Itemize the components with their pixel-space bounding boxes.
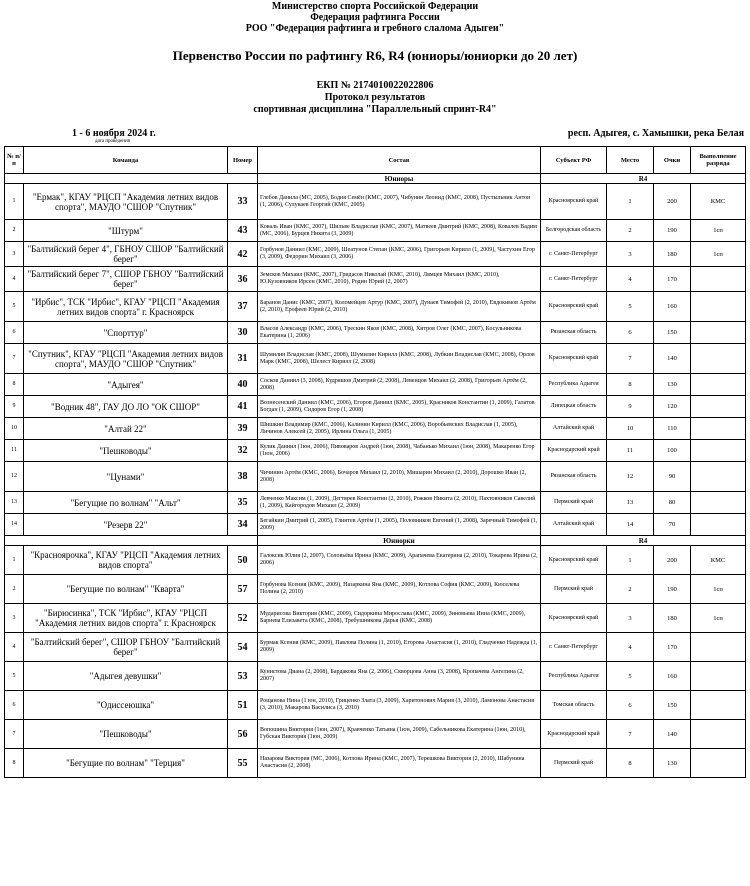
team-members: Шумилин Владислав (КМС, 2008), Шумилин Кирилл (КМС, 2008), Лубкин Владислав (КМС, 2008), Орлов Марк (КМС, 2008), Шелест Кирилл (2, 2008) xyxy=(258,344,541,374)
team-subject: г. Санкт-Петербург xyxy=(541,267,607,292)
team-rank: 1сп xyxy=(691,220,746,242)
team-subject: Алтайский край xyxy=(541,514,607,536)
team-number: 53 xyxy=(228,662,258,691)
row-no: 2 xyxy=(5,220,24,242)
team-number: 54 xyxy=(228,633,258,662)
team-place: 8 xyxy=(607,374,654,396)
team-points: 150 xyxy=(654,322,691,344)
team-name: "Бирюсинка", ТСК "Ирбис", КГАУ "РЦСП "Академия летних видов спорта" г. Красноярск xyxy=(24,604,228,633)
team-points: 90 xyxy=(654,462,691,492)
team-place: 3 xyxy=(607,242,654,267)
team-name: "Адыгея" xyxy=(24,374,228,396)
team-subject: Красноярский край xyxy=(541,184,607,220)
table-row xyxy=(5,292,746,322)
row-no: 2 xyxy=(5,575,24,604)
table-row xyxy=(5,662,746,691)
team-subject: Республика Адыгея xyxy=(541,374,607,396)
team-place: 2 xyxy=(607,220,654,242)
team-name: "Бегущие по волнам" "Альт" xyxy=(24,492,228,514)
team-rank xyxy=(691,462,746,492)
table-row xyxy=(5,418,746,440)
table-row xyxy=(5,396,746,418)
row-no: 1 xyxy=(5,184,24,220)
team-subject: Пермский край xyxy=(541,575,607,604)
table-header-row xyxy=(5,147,746,174)
table-row xyxy=(5,604,746,633)
table-row xyxy=(5,749,746,778)
team-name: "Спутник", КГАУ "РЦСП "Академия летних видов спорта", МАУДО "СШОР "Спутник" xyxy=(24,344,228,374)
team-name: "Адыгея девушки" xyxy=(24,662,228,691)
team-place: 4 xyxy=(607,267,654,292)
team-name: "Балтийский берег 4", ГБНОУ СШОР "Балтийский берег" xyxy=(24,242,228,267)
table-row xyxy=(5,514,746,536)
team-members: Баранов Данис (КМС, 2007), Коломейцев Артур (КМС, 2007), Дунаев Тимофей (2, 2010), Евдокимов Артём (2, 2010), Ерофеев Юрий (2, 2010) xyxy=(258,292,541,322)
team-name: "Спорттур" xyxy=(24,322,228,344)
row-no: 12 xyxy=(5,462,24,492)
ekp-number: ЕКП № 2174010022022806 xyxy=(316,80,434,91)
team-place: 5 xyxy=(607,662,654,691)
table-row xyxy=(5,633,746,662)
team-members: Вознесенский Даниил (КМС, 2006), Егоров Даниил (КМС, 2005), Красников Константин (1, 2009), Галатов Богдан (1, 2009), Сидоров Егор (1, 2008) xyxy=(258,396,541,418)
team-rank: 1сп xyxy=(691,604,746,633)
row-no: 4 xyxy=(5,267,24,292)
table-row xyxy=(5,691,746,720)
results-table xyxy=(4,146,746,778)
row-no: 5 xyxy=(5,292,24,322)
team-points: 100 xyxy=(654,440,691,462)
team-place: 6 xyxy=(607,691,654,720)
team-place: 14 xyxy=(607,514,654,536)
team-points: 200 xyxy=(654,184,691,220)
team-members: Горбунова Ксения (КМС, 2009), Назаркина Яна (КМС, 2009), Котлова София (КМС, 2009), Кюселева Полина (2, 2010) xyxy=(258,575,541,604)
team-name: "Ермак", КГАУ "РЦСП "Академия летних видов спорта", МАУДО "СШОР "Спутник" xyxy=(24,184,228,220)
table-row xyxy=(5,374,746,396)
team-place: 7 xyxy=(607,720,654,749)
col-subject: Субъект РФ xyxy=(541,147,607,174)
team-number: 38 xyxy=(228,462,258,492)
team-number: 39 xyxy=(228,418,258,440)
team-members: Мударисова Виктория (КМС, 2009), Сидоркина Мирослава (КМС, 2009), Зиновьева Инна (КМС, 2009), Барнева Елизавета (КМС, 2008), Требушникова Дарья (КМС, 2008) xyxy=(258,604,541,633)
team-number: 42 xyxy=(228,242,258,267)
row-no: 8 xyxy=(5,749,24,778)
team-subject: г. Санкт-Петербург xyxy=(541,633,607,662)
table-row xyxy=(5,267,746,292)
team-subject: Алтайский край xyxy=(541,418,607,440)
team-name: "Одиссеюшка" xyxy=(24,691,228,720)
team-subject: Пермский край xyxy=(541,492,607,514)
team-points: 70 xyxy=(654,514,691,536)
team-place: 1 xyxy=(607,184,654,220)
team-place: 3 xyxy=(607,604,654,633)
team-name: "Штурм" xyxy=(24,220,228,242)
team-members: Шишкин Владимир (КМС, 2006), Калинин Кирилл (КМС, 2006), Воробьевских Владислав (1, 2005), Личинов Алексей (2, 2005), Ирлина Ольга (1, 2005) xyxy=(258,418,541,440)
team-name: "Алтай 22" xyxy=(24,418,228,440)
team-rank xyxy=(691,267,746,292)
team-points: 170 xyxy=(654,267,691,292)
row-no: 3 xyxy=(5,242,24,267)
team-rank: КМС xyxy=(691,546,746,575)
header-regional-org: РОО "Федерация рафтинга и гребного слалома Адыгеи" xyxy=(245,23,505,34)
section-class: R4 xyxy=(541,174,746,184)
team-rank: 1сп xyxy=(691,242,746,267)
team-number: 52 xyxy=(228,604,258,633)
team-members: Власов Александр (КМС, 2006), Трескин Яков (КМС, 2008), Хитров Олег (КМС, 2007), Косульникова Екатерина (1, 2006) xyxy=(258,322,541,344)
row-no: 14 xyxy=(5,514,24,536)
row-no: 1 xyxy=(5,546,24,575)
team-number: 43 xyxy=(228,220,258,242)
team-name: "Цунами" xyxy=(24,462,228,492)
team-number: 36 xyxy=(228,267,258,292)
team-number: 50 xyxy=(228,546,258,575)
team-name: "Красноярочка", КГАУ "РЦСП "Академия летних видов спорта" xyxy=(24,546,228,575)
team-name: "Балтийский берег 7", СШОР ГБНОУ "Балтийский берег" xyxy=(24,267,228,292)
section-spacer xyxy=(5,174,258,184)
discipline-title: спортивная дисциплина "Параллельный спринт-R4" xyxy=(253,104,497,115)
row-no: 11 xyxy=(5,440,24,462)
row-no: 13 xyxy=(5,492,24,514)
team-rank xyxy=(691,720,746,749)
table-row xyxy=(5,492,746,514)
team-name: "Бегущие по волнам" "Терция" xyxy=(24,749,228,778)
table-row xyxy=(5,546,746,575)
team-subject: Красноярский край xyxy=(541,604,607,633)
team-points: 180 xyxy=(654,242,691,267)
team-points: 130 xyxy=(654,749,691,778)
team-members: Назарова Виктория (МС, 2006), Котлова Ирина (КМС, 2007), Терешкова Виктория (2, 2010), Шабунина Анастасия (2, 2008) xyxy=(258,749,541,778)
team-rank xyxy=(691,633,746,662)
team-name: "Водник 48", ГАУ ДО ЛО "ОК СШОР" xyxy=(24,396,228,418)
table-row xyxy=(5,462,746,492)
team-number: 37 xyxy=(228,292,258,322)
team-points: 150 xyxy=(654,691,691,720)
team-rank xyxy=(691,749,746,778)
team-subject: г. Санкт-Петербург xyxy=(541,242,607,267)
team-place: 2 xyxy=(607,575,654,604)
team-points: 140 xyxy=(654,344,691,374)
team-points: 80 xyxy=(654,492,691,514)
team-rank xyxy=(691,440,746,462)
row-no: 5 xyxy=(5,662,24,691)
team-points: 180 xyxy=(654,604,691,633)
row-no: 8 xyxy=(5,374,24,396)
team-members: Глебов Данила (МС, 2005), Бодня Семён (КМС, 2007), Чибунин Леонид (КМС, 2008), Пустыльник Антон (1, 2006), Сулукаев Георгий (КМС, 2005) xyxy=(258,184,541,220)
header xyxy=(0,0,750,34)
team-number: 40 xyxy=(228,374,258,396)
row-no: 3 xyxy=(5,604,24,633)
team-members: Левченко Максим (1, 2009), Дегтярев Константин (2, 2010), Рожков Никита (2, 2010), Пахтовников Савелий (1, 2009), Кайгородов Михаил (2, 2009) xyxy=(258,492,541,514)
team-points: 160 xyxy=(654,662,691,691)
team-rank xyxy=(691,492,746,514)
section-title: Юниоры xyxy=(258,174,541,184)
team-subject: Красноярский край xyxy=(541,292,607,322)
table-row xyxy=(5,322,746,344)
table-row xyxy=(5,242,746,267)
row-no: 6 xyxy=(5,322,24,344)
team-subject: Томская область xyxy=(541,691,607,720)
team-number: 56 xyxy=(228,720,258,749)
section-row xyxy=(5,174,746,184)
table-row xyxy=(5,575,746,604)
team-points: 200 xyxy=(654,546,691,575)
team-points: 160 xyxy=(654,292,691,322)
col-place: Место xyxy=(607,147,654,174)
team-subject: Красноярский край xyxy=(541,546,607,575)
team-place: 11 xyxy=(607,440,654,462)
team-points: 130 xyxy=(654,374,691,396)
team-name: "Пешководы" xyxy=(24,720,228,749)
header-ministry: Министерство спорта Российской Федерации xyxy=(271,1,479,12)
table-row xyxy=(5,720,746,749)
team-name: "Балтийский берег", СШОР ГБНОУ "Балтийский берег" xyxy=(24,633,228,662)
row-no: 6 xyxy=(5,691,24,720)
team-members: Галоксик Юлия (2, 2007), Соловьёва Ирина (КМС, 2009), Арапачева Екатерина (2, 2010), Токарева Ирина (2, 2006) xyxy=(258,546,541,575)
section-class: R4 xyxy=(541,536,746,546)
team-subject: Пермский край xyxy=(541,749,607,778)
team-members: Кулик Даниил (1юн, 2006), Пивоваров Андрей (1юн, 2008), Чабанько Михаил (1юн, 2008), Макаренко Егор (1юн, 2006) xyxy=(258,440,541,462)
team-members: Вопошина Виктория (1юн, 2007), Кравченко Татьяна (1юн, 2009), Сабельникова Екатерина (1юн, 2010), Губская Виктория (1юн, 2009) xyxy=(258,720,541,749)
team-place: 9 xyxy=(607,396,654,418)
team-rank xyxy=(691,691,746,720)
col-team: Команда xyxy=(24,147,228,174)
row-no: 10 xyxy=(5,418,24,440)
team-place: 10 xyxy=(607,418,654,440)
team-subject: Краснодарский край xyxy=(541,440,607,462)
row-no: 7 xyxy=(5,344,24,374)
team-place: 8 xyxy=(607,749,654,778)
team-number: 35 xyxy=(228,492,258,514)
team-place: 13 xyxy=(607,492,654,514)
team-points: 110 xyxy=(654,418,691,440)
team-rank xyxy=(691,662,746,691)
header-federation: Федерация рафтинга России xyxy=(310,12,440,23)
protocol-title: Протокол результатов xyxy=(324,92,426,103)
team-rank: КМС xyxy=(691,184,746,220)
team-members: Чичинин Артём (КМС, 2006), Бочаров Михаил (2, 2010), Мишарин Михаил (2, 2010), Дорошко Иван (2, 2008) xyxy=(258,462,541,492)
row-no: 9 xyxy=(5,396,24,418)
team-points: 140 xyxy=(654,720,691,749)
team-points: 190 xyxy=(654,575,691,604)
team-number: 57 xyxy=(228,575,258,604)
team-rank xyxy=(691,344,746,374)
team-subject: Рязанская область xyxy=(541,462,607,492)
col-members: Состав xyxy=(258,147,541,174)
event-location: респ. Адыгея, с. Хамышки, река Белая xyxy=(567,128,744,139)
team-members: Рощанова Нина (1 юн, 2010), Гриценко Злата (3, 2009), Харитонович Мария (3, 2010), Ламонова Анастасия (3, 2010), Макарова Василиса (3, 2010) xyxy=(258,691,541,720)
team-rank: 1сп xyxy=(691,575,746,604)
team-rank xyxy=(691,374,746,396)
team-points: 190 xyxy=(654,220,691,242)
table-row xyxy=(5,184,746,220)
team-number: 30 xyxy=(228,322,258,344)
team-members: Бурмак Ксения (КМС, 2009), Павлова Полина (1, 2010), Егорова Анастасия (1, 2010), Гладченко Надежда (1, 2009) xyxy=(258,633,541,662)
section-title: Юниорки xyxy=(258,536,541,546)
team-place: 5 xyxy=(607,292,654,322)
event-meta xyxy=(0,128,750,146)
col-no: № п/п xyxy=(5,147,24,174)
team-members: Бегайкин Дмитрий (1, 2005), Глинтев Артём (1, 2005), Половников Евгений (1, 2008), Заречный Тимофей (1, 2009) xyxy=(258,514,541,536)
team-members: Горбунов Даниил (КМС, 2009), Шеатунов Степан (КМС, 2006), Григорьев Кирилл (1, 2009), Частухин Егор (3, 2009), Федорин Михаил (3, 2006) xyxy=(258,242,541,267)
team-subject: Рязанская область xyxy=(541,322,607,344)
team-place: 4 xyxy=(607,633,654,662)
team-number: 34 xyxy=(228,514,258,536)
table-row xyxy=(5,344,746,374)
protocol-heading xyxy=(0,80,750,116)
table-row xyxy=(5,220,746,242)
team-number: 55 xyxy=(228,749,258,778)
team-subject: Белгородская область xyxy=(541,220,607,242)
team-rank xyxy=(691,514,746,536)
event-date-caption: дата проведения xyxy=(95,139,130,144)
team-subject: Краснодарский край xyxy=(541,720,607,749)
col-rank: Выполнение разряда xyxy=(691,147,746,174)
team-number: 31 xyxy=(228,344,258,374)
team-name: "Бегущие по волнам" "Кварта" xyxy=(24,575,228,604)
row-no: 7 xyxy=(5,720,24,749)
team-name: "Пешководы" xyxy=(24,440,228,462)
team-subject: Липецкая область xyxy=(541,396,607,418)
team-name: "Резерв 22" xyxy=(24,514,228,536)
team-rank xyxy=(691,292,746,322)
team-number: 32 xyxy=(228,440,258,462)
team-members: Земсков Михаил (КМС, 2007), Гридасов Николай (КМС, 2010), Лямцев Михаил (КМС, 2010), Ю.Кузовников Ирсен (КМС, 2010), Родин Юрий (2, 2007) xyxy=(258,267,541,292)
row-no: 4 xyxy=(5,633,24,662)
col-number: Номер xyxy=(228,147,258,174)
table-row xyxy=(5,440,746,462)
team-place: 12 xyxy=(607,462,654,492)
col-points: Очки xyxy=(654,147,691,174)
team-number: 33 xyxy=(228,184,258,220)
team-subject: Республика Адыгея xyxy=(541,662,607,691)
team-subject: Красноярский край xyxy=(541,344,607,374)
event-date: 1 - 6 ноября 2024 г. xyxy=(72,128,156,139)
page-title: Первенство России по рафтингу R6, R4 (юниоры/юниорки до 20 лет) xyxy=(172,48,578,63)
team-rank xyxy=(691,418,746,440)
team-place: 7 xyxy=(607,344,654,374)
team-points: 170 xyxy=(654,633,691,662)
team-rank xyxy=(691,322,746,344)
team-members: Коваль Иван (КМС, 2007), Шильве Владислав (КМС, 2007), Матвеев Дмитрий (КМС, 2008), Ковалев Вадим (МС, 2006), Бурцев Никита (3, 2009) xyxy=(258,220,541,242)
team-points: 120 xyxy=(654,396,691,418)
team-members: Кунистова Диана (2, 2008), Бардакова Яна (2, 2006), Скворцова Анна (3, 2008), Кропачева Ангелина (2, 2007) xyxy=(258,662,541,691)
team-members: Сосков Даниил (3, 2008), Кудряшов Дмитрий (2, 2008), Левенцов Михаил (2, 2008), Григорьев Артём (2, 2008) xyxy=(258,374,541,396)
team-place: 6 xyxy=(607,322,654,344)
team-name: "Ирбис", ТСК "Ирбис", КГАУ "РЦСП "Академия летних видов спорта" г. Красноярск xyxy=(24,292,228,322)
team-place: 1 xyxy=(607,546,654,575)
team-number: 41 xyxy=(228,396,258,418)
results-body xyxy=(5,174,746,778)
section-spacer xyxy=(5,536,258,546)
section-row xyxy=(5,536,746,546)
team-number: 51 xyxy=(228,691,258,720)
team-rank xyxy=(691,396,746,418)
